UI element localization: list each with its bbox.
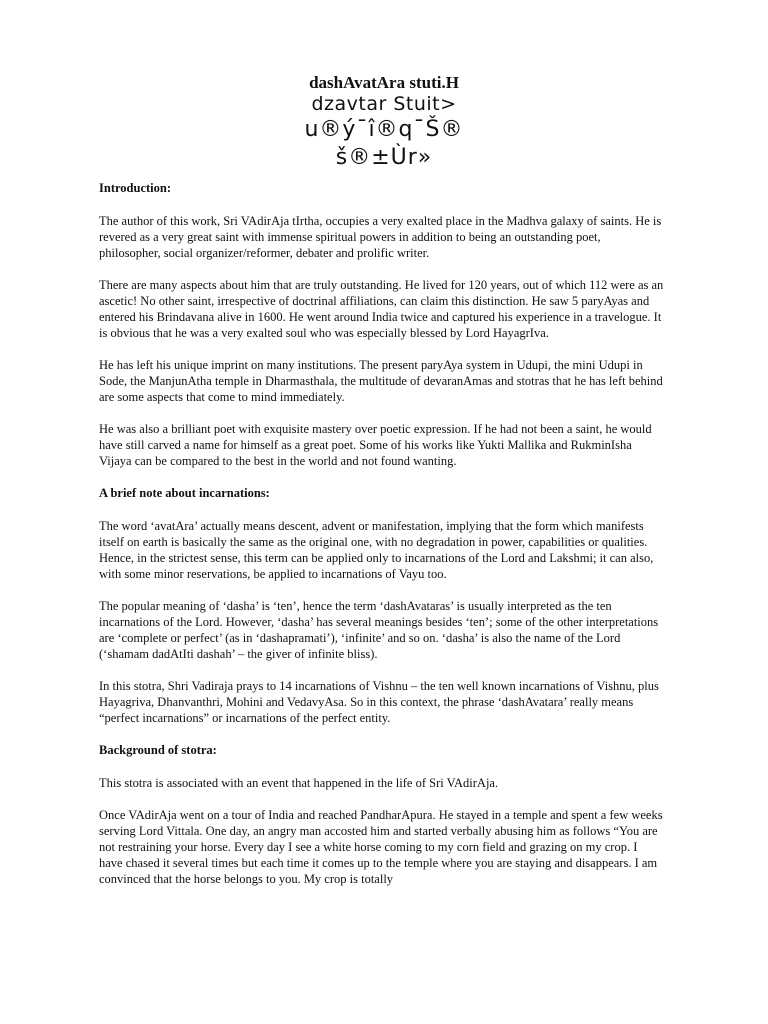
- title-kannada-encoded-line: u®ý¯î®q¯Š®: [304, 117, 464, 142]
- section-heading-incarnations: A brief note about incarnations:: [99, 486, 270, 500]
- paragraph: This stotra is associated with an event that happened in the life of Sri VAdirAja.: [99, 776, 499, 790]
- paragraph: The author of this work, Sri VAdirAja tIrtha, occupies a very exalted place in the Madhva galaxy of saints. He is revered as a very great saint with immense spiritual powers in addition to being an outstanding poet, philosopher, social organizer/reformer, debater and prolific writer.: [99, 214, 662, 260]
- paragraph: He was also a brilliant poet with exquisite mastery over poetic expression. If he had not been a saint, he would have still carved a name for himself as a great poet. Some of his works like Yukti Mallika and RukminIsha Vijaya can be compared to the best in the world and not found wanting.: [99, 422, 652, 468]
- section-heading-background: Background of stotra:: [99, 743, 217, 757]
- paragraph: There are many aspects about him that are truly outstanding. He lived for 120 years, out of which 112 were as an ascetic! No other saint, irrespective of doctrinal affiliations, can claim this distinction. He saw 5 paryAyas and entered his Brindavana alive in 1600. He went around India twice and captured his experience in a travelogue. It is obvious that he was a very exalted soul who was especially blessed by Lord HayagrIva.: [99, 278, 664, 340]
- section-heading-introduction: Introduction:: [99, 181, 172, 195]
- paragraph: In this stotra, Shri Vadiraja prays to 14 incarnations of Vishnu – the ten well known incarnations of Vishnu, plus Hayagriva, Dhanvanthri, Mohini and VedavyAsa. So in this context, the phrase ‘dashAvatara’ really means “perfect incarnations” or incarnations of the perfect entity.: [99, 679, 659, 725]
- paragraph: The popular meaning of ‘dasha’ is ‘ten’, hence the term ‘dashAvataras’ is usually interpreted as the ten incarnations of the Lord. However, ‘dasha’ has several meanings besides ‘ten’; some of the other interpretations are ‘complete or perfect’ (as in ‘dashapramati’), ‘infinite’ and so on. ‘dasha’ is also the name of the Lord (‘shamam dadAtIti dashah’ – the giver of infinite bliss).: [99, 599, 659, 661]
- title-transliteration: dashAvatAra stuti.H: [309, 73, 459, 92]
- title-kannada-encoded-line-2: š®±Ùr»: [335, 145, 433, 170]
- title-encoded-line: dzavtar Stuit>: [311, 93, 457, 115]
- document-body: [99, 180, 664, 903]
- paragraph: He has left his unique imprint on many institutions. The present paryAya system in Udupi, the mini Udupi in Sode, the ManjunAtha temple in Dharmasthala, the multitude of devaranAmas and stotras that he has left behind are some aspects that come to mind immediately.: [99, 358, 663, 404]
- title-block: [0, 72, 768, 172]
- paragraph: The word ‘avatAra’ actually means descent, advent or manifestation, implying that the form which manifests itself on earth is basically the same as the original one, with no degradation in power, capabilities or qualities. Hence, in the strictest sense, this term can be applied only to incarnations of the Lord and Lakshmi; it can also, with some minor reservations, be applied to incarnations of Vayu too.: [99, 519, 654, 581]
- paragraph: Once VAdirAja went on a tour of India and reached PandharApura. He stayed in a temple and spent a few weeks serving Lord Vittala. One day, an angry man accosted him and started verbally abusing him as follows “You are not restraining your horse. Every day I see a white horse coming to my corn field and grazing on my crop. I have chased it several times but each time it comes up to the temple where you are staying and disappears. I am convinced that the horse belongs to you. My crop is totally: [99, 808, 663, 886]
